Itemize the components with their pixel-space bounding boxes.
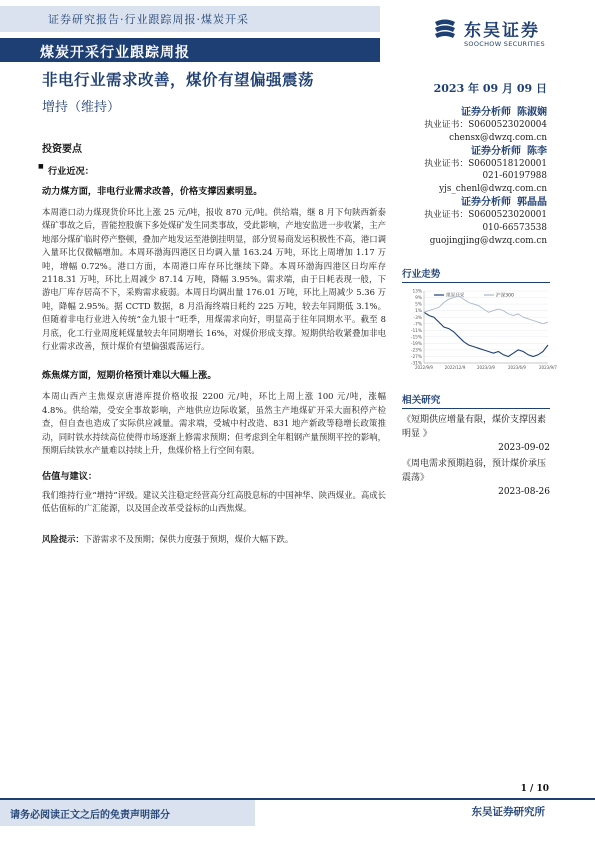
research-institute-name: 东吴证券研究所 [471, 806, 545, 818]
report-date: 2023 年 09 月 09 日 [433, 82, 547, 95]
analyst-cert: 执业证书：S0600523020004 [424, 120, 547, 130]
thermal-coal-paragraph: 本周港口动力煤现货价环比上涨 25 元/吨，报收 870 元/吨。供给端，继 8 月下旬陕西新泰煤矿事故之后，晋能控股旗下多处煤矿发生同类事故，受此影响，产地安监进一步收紧，主产地部分煤矿临时停产整顿，叠加产地发运至港倒挂明显，部分贸易商发运积极性不高，港口调入量环比仅微幅增加。本周环渤海四港区日均调入量 163.24 万吨，环比上周增加 1.17 万吨，增幅 0.72%。港口方面，本周港口库存环比继续下降。本周环渤海四港区日均库存 2118.31 万吨，环比上周减少 87.14 万吨，降幅 3.95%。需求端，由于日耗表现一般，下游电厂库存居高不下，采购需求疲弱。本周日均调出量 176.01 万吨，环比上周减少 5.36 万吨，降幅 2.95%。据 CCTD 数据，8 月沿海终端日耗约 225 万吨，较去年同期低 3.1%。但随着非电行业进入传统“金九银十”旺季，用煤需求向好，明显高于往年同期水平。截至 8 月底，化工行业周度耗煤量较去年同期增长 16%，对煤价形成支撑。短期供给收紧叠加非电行业需求改善，预计煤价有望偏强震荡运行。 [42, 207, 386, 352]
disclaimer-notice [0, 800, 255, 826]
analyst-role: 证券分析师 [461, 107, 511, 118]
analyst-role: 证券分析师 [471, 145, 521, 157]
x-tick-label: 2022/9/9 [415, 365, 433, 370]
coking-coal-summary: 炼焦煤方面，短期价格预计难以大幅上涨。 [42, 370, 217, 382]
related-report-date: 2023-09-02 [498, 443, 550, 453]
y-tick-label: 5% [415, 302, 422, 308]
soochow-logo-icon [432, 16, 458, 42]
company-logo [430, 14, 560, 54]
y-tick-label: -7% [413, 322, 422, 328]
y-tick-label: -11% [410, 328, 422, 334]
industry-trend-chart [402, 283, 557, 373]
page-number: 1 / 10 [520, 784, 549, 794]
valuation-paragraph: 我们维持行业“增持”评级。建议关注稳定经营高分红高股息标的中国神华、陕西煤业。高成长低估值标的广汇能源，以及国企改革受益标的山西焦煤。 [42, 489, 386, 513]
analyst-email[interactable]: chensx@dwzq.com.cn [449, 132, 547, 143]
analyst-role: 证券分析师 [461, 196, 511, 208]
y-tick-label: -31% [410, 361, 422, 367]
analyst-name: 陈李 [527, 145, 547, 157]
report-category-label: 证券研究报告·行业跟踪周报·煤炭开采 [48, 13, 249, 26]
y-tick-label: 9% [415, 296, 422, 302]
trend-chart-svg [402, 283, 557, 373]
trend-section [402, 266, 550, 283]
analyst-email[interactable]: yjs_chenl@dwzq.com.cn [439, 184, 547, 195]
y-tick-label: -27% [410, 355, 422, 361]
analyst-name: 郭晶晶 [517, 196, 547, 208]
y-tick-label: -23% [410, 348, 422, 354]
related-research-section [402, 392, 550, 497]
report-series-bar [0, 38, 380, 62]
report-series-label: 煤炭开采行业跟踪周报 [40, 45, 190, 61]
analyst-name: 陈淑娴 [517, 107, 547, 118]
disclaimer-text: 请务必阅读正文之后的免责声明部分 [10, 810, 170, 821]
related-divider [402, 408, 550, 409]
risk-text: 下游需求不及预期；保供力度强于预期，煤价大幅下跌。 [83, 534, 294, 545]
y-tick-label: -19% [410, 341, 422, 347]
risk-warning [42, 533, 386, 546]
related-research-title: 相关研究 [402, 395, 441, 406]
analyst-cert: 执业证书：S0600523020001 [424, 209, 547, 220]
y-tick-label: 1% [415, 309, 422, 315]
related-report-date: 2023-08-26 [498, 487, 550, 497]
y-tick-label: -3% [413, 315, 422, 321]
related-report-link[interactable]: 《周电需求预期趋弱，预计煤价承压震荡》 [402, 459, 547, 483]
risk-label: 风险提示： [42, 534, 84, 545]
trend-title: 行业走势 [402, 269, 441, 280]
analyst-block [387, 145, 547, 196]
legend-label: 煤炭开采 [446, 293, 465, 299]
analyst-phone: 021-60197988 [482, 171, 547, 182]
logo-chinese-name: 东吴证券 [464, 21, 540, 41]
coking-coal-paragraph: 本周山西产主焦煤京唐港库提价格收报 2200 元/吨，环比上周上涨 100 元/吨，涨幅 4.8%。供给端，受安全事故影响，产地供应边际收紧，虽然主产地煤矿开采大面积停产检查，但自查也造成了实际供应减量。需求端，受城中村改造、831 地产新政等稳增长政策推动，同时铁水持续高位使得市场逐渐上修需求预期；但考虑到全年粗钢产量预期平控的影响，预期后续铁水产量难以持续上升，焦煤价格上行空间有限。 [42, 391, 386, 456]
analyst-block [387, 106, 547, 145]
thermal-coal-summary: 动力煤方面，非电行业需求改善，价格支撑因素明显。 [42, 186, 263, 197]
related-report-link[interactable]: 《短期供应增量有限，煤价支撑因素明显 》 [402, 415, 547, 439]
analyst-cert: 执业证书：S0600518120001 [424, 158, 547, 169]
analyst-list [387, 106, 547, 247]
analyst-email[interactable]: guojingjing@dwzq.com.cn [429, 235, 547, 246]
y-tick-label: -15% [410, 335, 422, 341]
x-tick-label: 2023/3/9 [477, 365, 495, 370]
x-tick-label: 2023/6/9 [508, 365, 526, 370]
logo-english-name: SOOCHOW SECURITIES [464, 40, 545, 48]
series-line [424, 296, 548, 324]
x-tick-label: 2023/9/7 [539, 365, 557, 370]
y-tick-label: 13% [412, 289, 422, 295]
analyst-block [387, 196, 547, 247]
rating-label: 增持（维持） [42, 100, 121, 115]
legend-label: 沪深300 [496, 293, 514, 299]
analyst-phone: 010-66573538 [482, 222, 547, 233]
main-body [42, 140, 386, 547]
report-category-tag [0, 6, 380, 32]
industry-status-heading: ■ 行业近况： [42, 163, 386, 177]
section-title: 投资要点 [42, 144, 82, 155]
x-tick-label: 2022/12/9 [444, 365, 466, 370]
report-title: 非电行业需求改善，煤价有望偏强震荡 [42, 70, 315, 89]
valuation-heading: 估值与建议： [42, 470, 98, 482]
